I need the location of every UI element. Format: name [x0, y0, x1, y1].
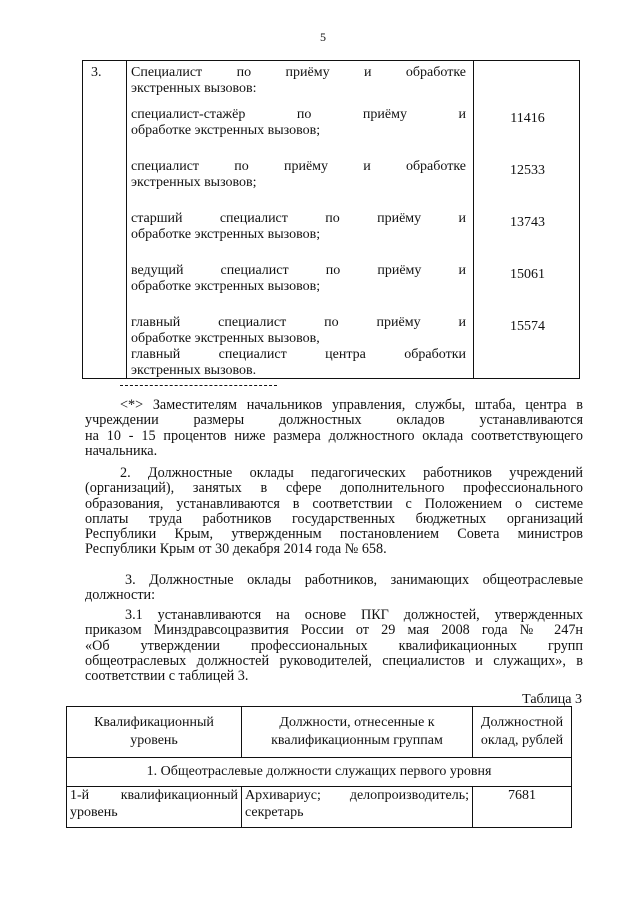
- paragraph-3: 3. Должностные оклады работников, занимающих общеотраслевые должности:: [85, 572, 583, 604]
- table-caption: Таблица 3: [522, 692, 582, 707]
- position-entry: специалист по приёму и обработке экстренных вызовов;: [131, 159, 466, 190]
- salary-cell: 7681: [473, 787, 572, 828]
- salary-value: 15061: [510, 267, 545, 282]
- row-number: 3.: [91, 65, 102, 80]
- table-header-row: [67, 707, 572, 758]
- section-row: [67, 758, 572, 787]
- position-entry: главный специалист по приёму и обработке экстренных вызовов, главный специалист центра обработки экстренных вызовов.: [131, 315, 466, 378]
- footnote-paragraph: <*> Заместителям начальников управления, службы, штаба, центра в учреждении размеры должностных окладов устанавливаются на 10 - 15 процентов ниже размера должностного оклада соответствующего начальника.: [85, 397, 583, 459]
- section-title: 1. Общеотраслевые должности служащих первого уровня: [67, 758, 572, 787]
- table-3: [66, 706, 572, 828]
- table-row: [67, 787, 572, 828]
- paragraph-2: 2. Должностные оклады педагогических работников учреждений (организаций), занятых в сфере дополнительного профессионального образования, устанавливаются в соответствии с Положением о системе оплаты труда работников государственных бюджетных организаций Республики Крым, утвержденным постановлением Совета министров Республики Крым от 30 декабря 2014 года № 658.: [85, 465, 583, 558]
- paragraph-3-1: 3.1 устанавливаются на основе ПКГ должностей, утвержденных приказом Минздравсоцразвития России от 29 мая 2008 года № 247н «Об утверждении профессиональных квалификационных групп общеотраслевых должностей руководителей, специалистов и служащих», в соответствии с таблицей 3.: [85, 607, 583, 685]
- salary-value: 15574: [510, 319, 545, 334]
- row-number-column: [83, 61, 127, 378]
- salary-value: 13743: [510, 215, 545, 230]
- position-entry: старший специалист по приёму и обработке экстренных вызовов;: [131, 211, 466, 242]
- positions-column: [127, 61, 474, 378]
- level-cell: 1-й квалификационный уровень: [67, 787, 242, 828]
- positions-cell: Архивариус; делопроизводитель; секретарь: [242, 787, 473, 828]
- salary-value: 12533: [510, 163, 545, 178]
- page-number: 5: [320, 30, 326, 44]
- position-entry: специалист-стажёр по приёму и обработке экстренных вызовов;: [131, 107, 466, 138]
- footnote-separator: [120, 385, 277, 386]
- position-entry: ведущий специалист по приёму и обработке экстренных вызовов;: [131, 263, 466, 294]
- header-positions: Должности, отнесенные к квалификационным группам: [242, 707, 473, 758]
- header-level: Квалификационный уровень: [67, 707, 242, 758]
- salary-value: 11416: [510, 111, 545, 126]
- header-salary: Должностной оклад, рублей: [473, 707, 572, 758]
- group-title: Специалист по приёму и обработке экстренных вызовов:: [131, 65, 466, 96]
- salary-table-continuation: [82, 60, 580, 379]
